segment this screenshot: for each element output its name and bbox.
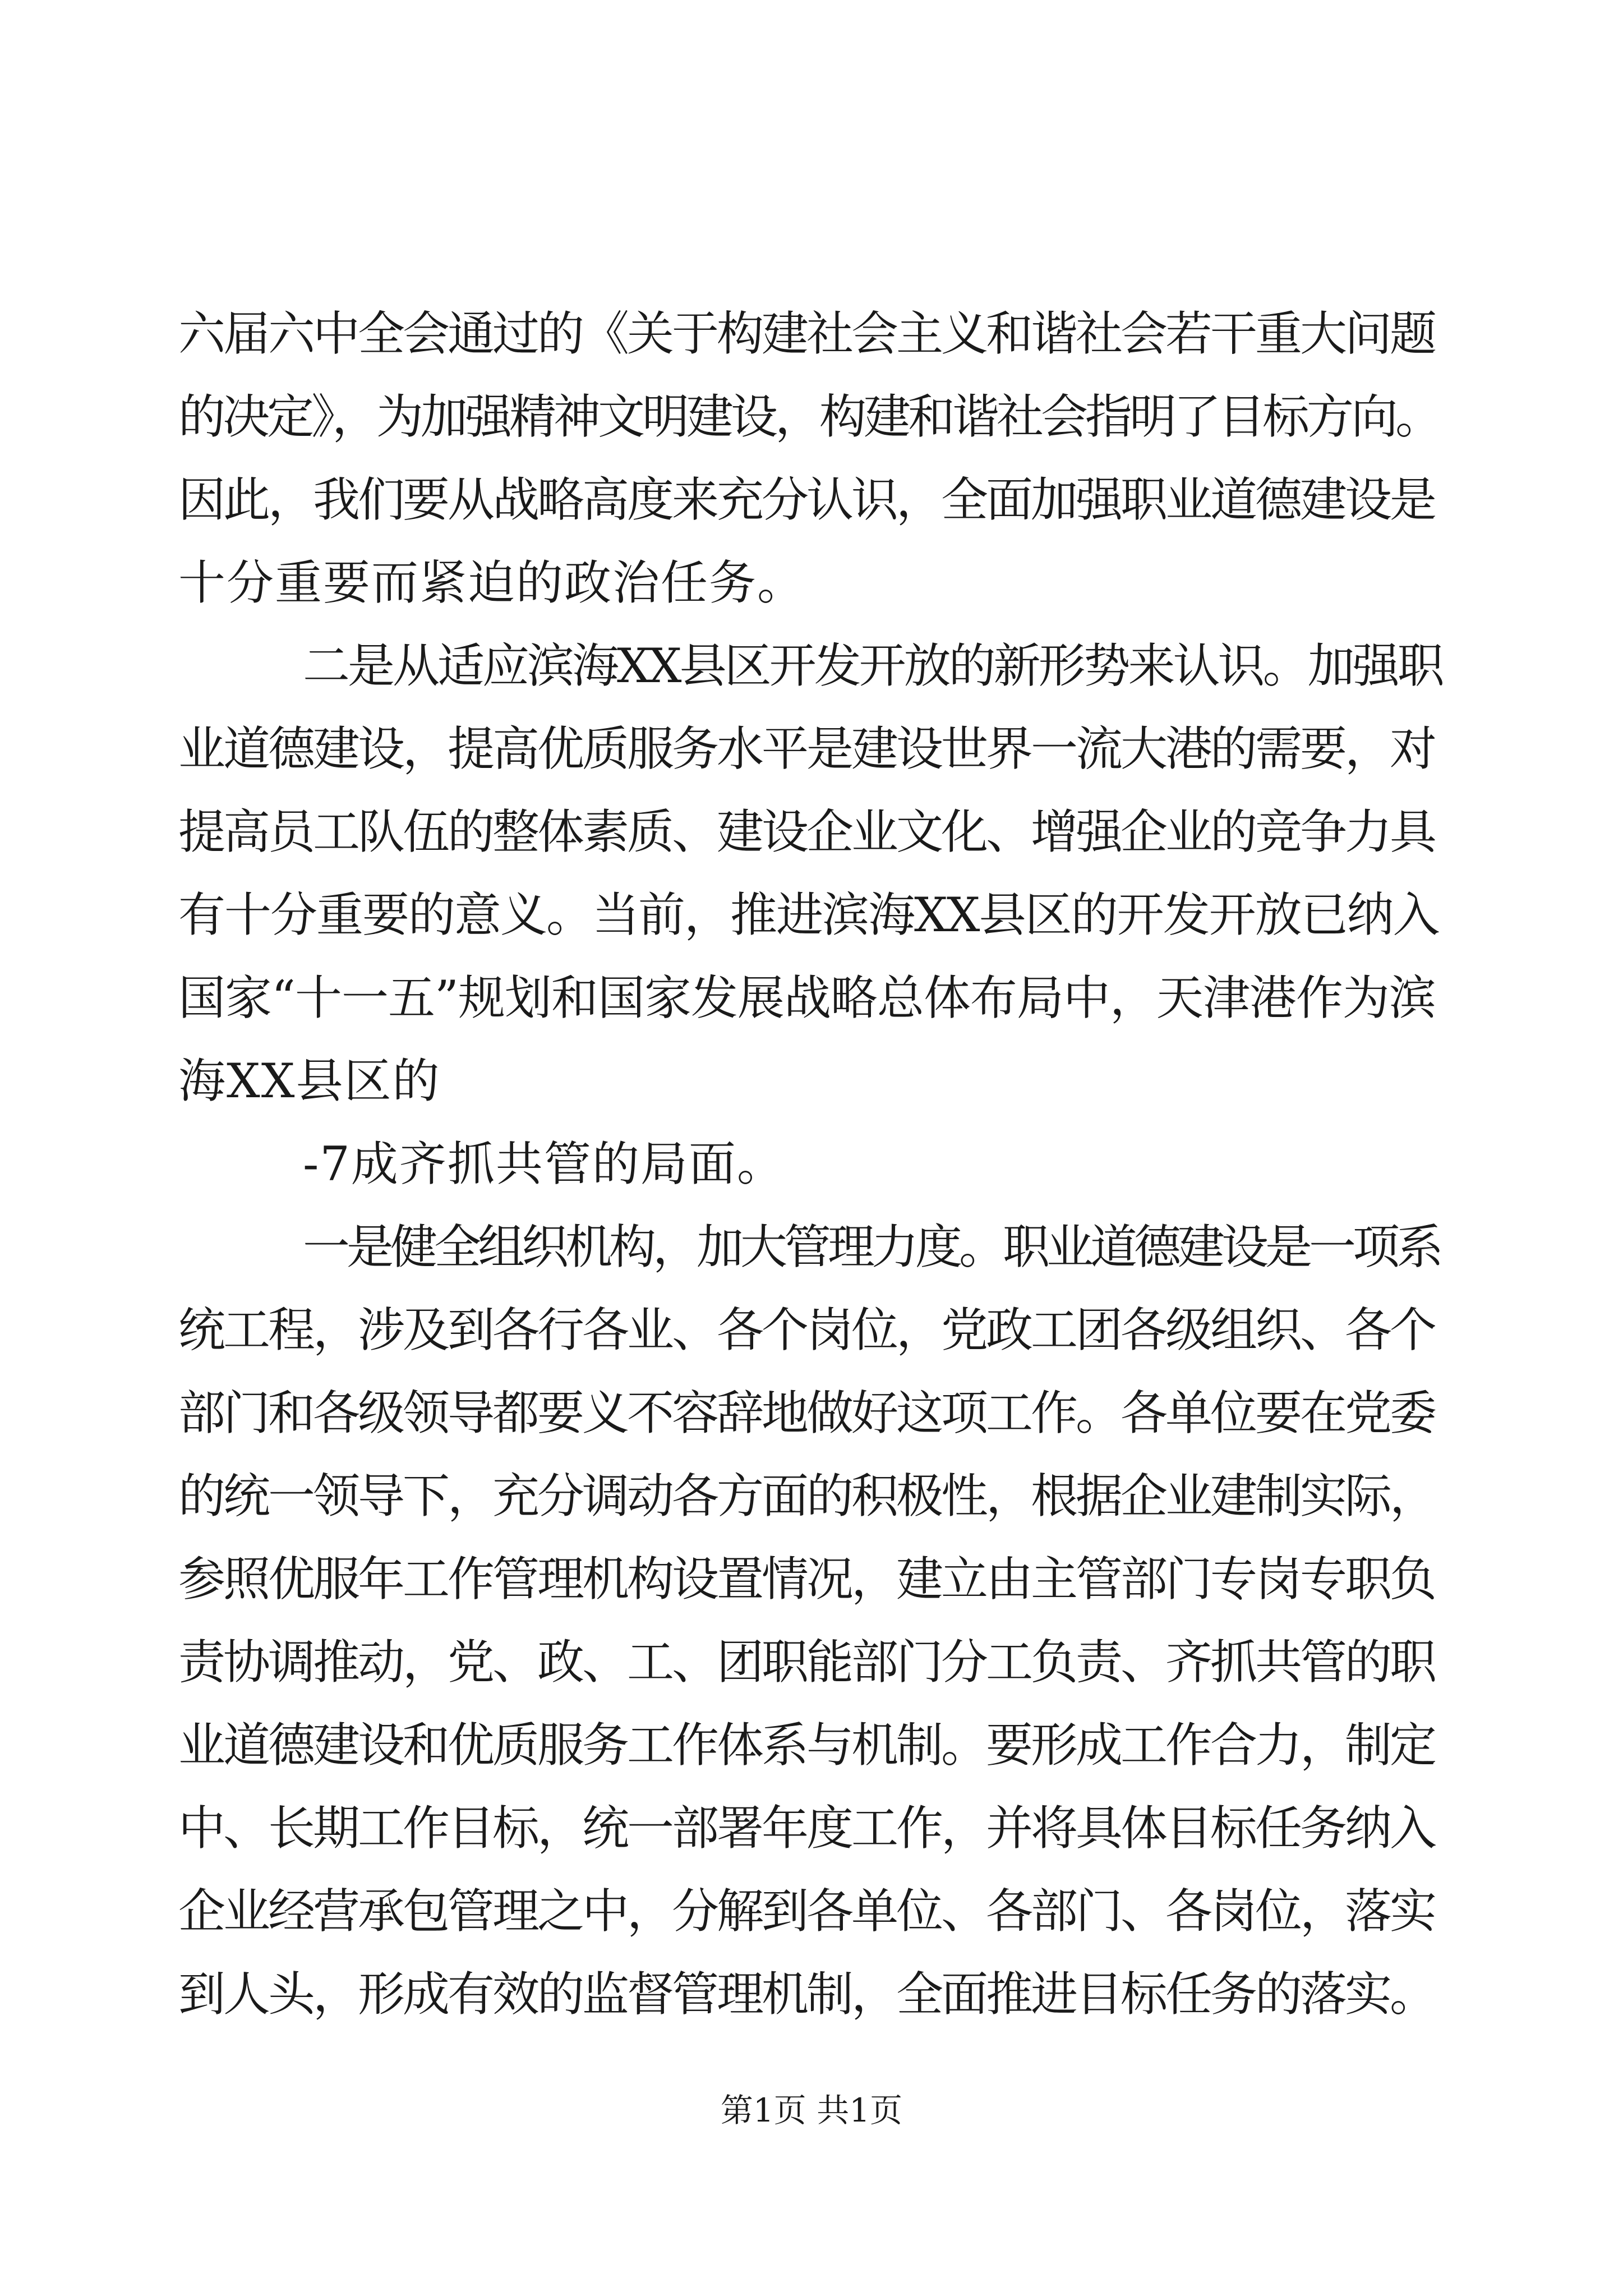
text-line: 到人头，形成有效的监督管理机制，全面推进目标任务的落实。 [178, 1967, 1435, 2022]
text-line: 十分重要而紧迫的政治任务。 [178, 555, 806, 610]
text-line: 因此，我们要从战略高度来充分认识，全面加强职业道德建设是 [178, 472, 1435, 527]
text-line: 业道德建设和优质服务工作体系与机制。要形成工作合力，制定 [178, 1718, 1435, 1773]
text-line: 责协调推动，党、政、工、团职能部门分工负责、齐抓共管的职 [178, 1635, 1435, 1690]
text-line: 的统一领导下，充分调动各方面的积极性，根据企业建制实际， [178, 1469, 1435, 1524]
page-footer: 第1页 共1页 [720, 2091, 903, 2129]
text-line: 参照优服年工作管理机构设置情况，建立由主管部门专岗专职负 [178, 1552, 1435, 1607]
text-line: 有十分重要的意义。当前，推进滨海XX县区的开发开放已纳入 [178, 887, 1439, 942]
text-line: 六届六中全会通过的《关于构建社会主义和谐社会若干重大问题 [178, 306, 1435, 361]
text-line: 二是从适应滨海XX县区开发开放的新形势来认识。加强职 [303, 638, 1442, 693]
text-line: -7成齐抓共管的局面。 [303, 1137, 785, 1191]
text-line: 中、长期工作目标，统一部署年度工作，并将具体目标任务纳入 [178, 1801, 1435, 1856]
text-line: 统工程，涉及到各行各业、各个岗位，党政工团各级组织、各个 [178, 1303, 1435, 1358]
text-line: 部门和各级领导都要义不容辞地做好这项工作。各单位要在党委 [178, 1386, 1435, 1441]
text-line: 国家“十一五”规划和国家发展战略总体布局中，天津港作为滨 [178, 970, 1436, 1025]
text-line: 的决定》，为加强精神文明建设，构建和谐社会指明了目标方向。 [178, 389, 1440, 444]
text-line: 提高员工队伍的整体素质、建设企业文化、增强企业的竞争力具 [178, 804, 1435, 859]
text-line: 一是健全组织机构，加大管理力度。职业道德建设是一项系 [303, 1220, 1441, 1274]
text-line: 企业经营承包管理之中，分解到各单位、各部门、各岗位，落实 [178, 1884, 1435, 1939]
text-line: 业道德建设，提高优质服务水平是建设世界一流大港的需要，对 [178, 721, 1435, 776]
text-line: 海XX县区的 [178, 1053, 441, 1108]
